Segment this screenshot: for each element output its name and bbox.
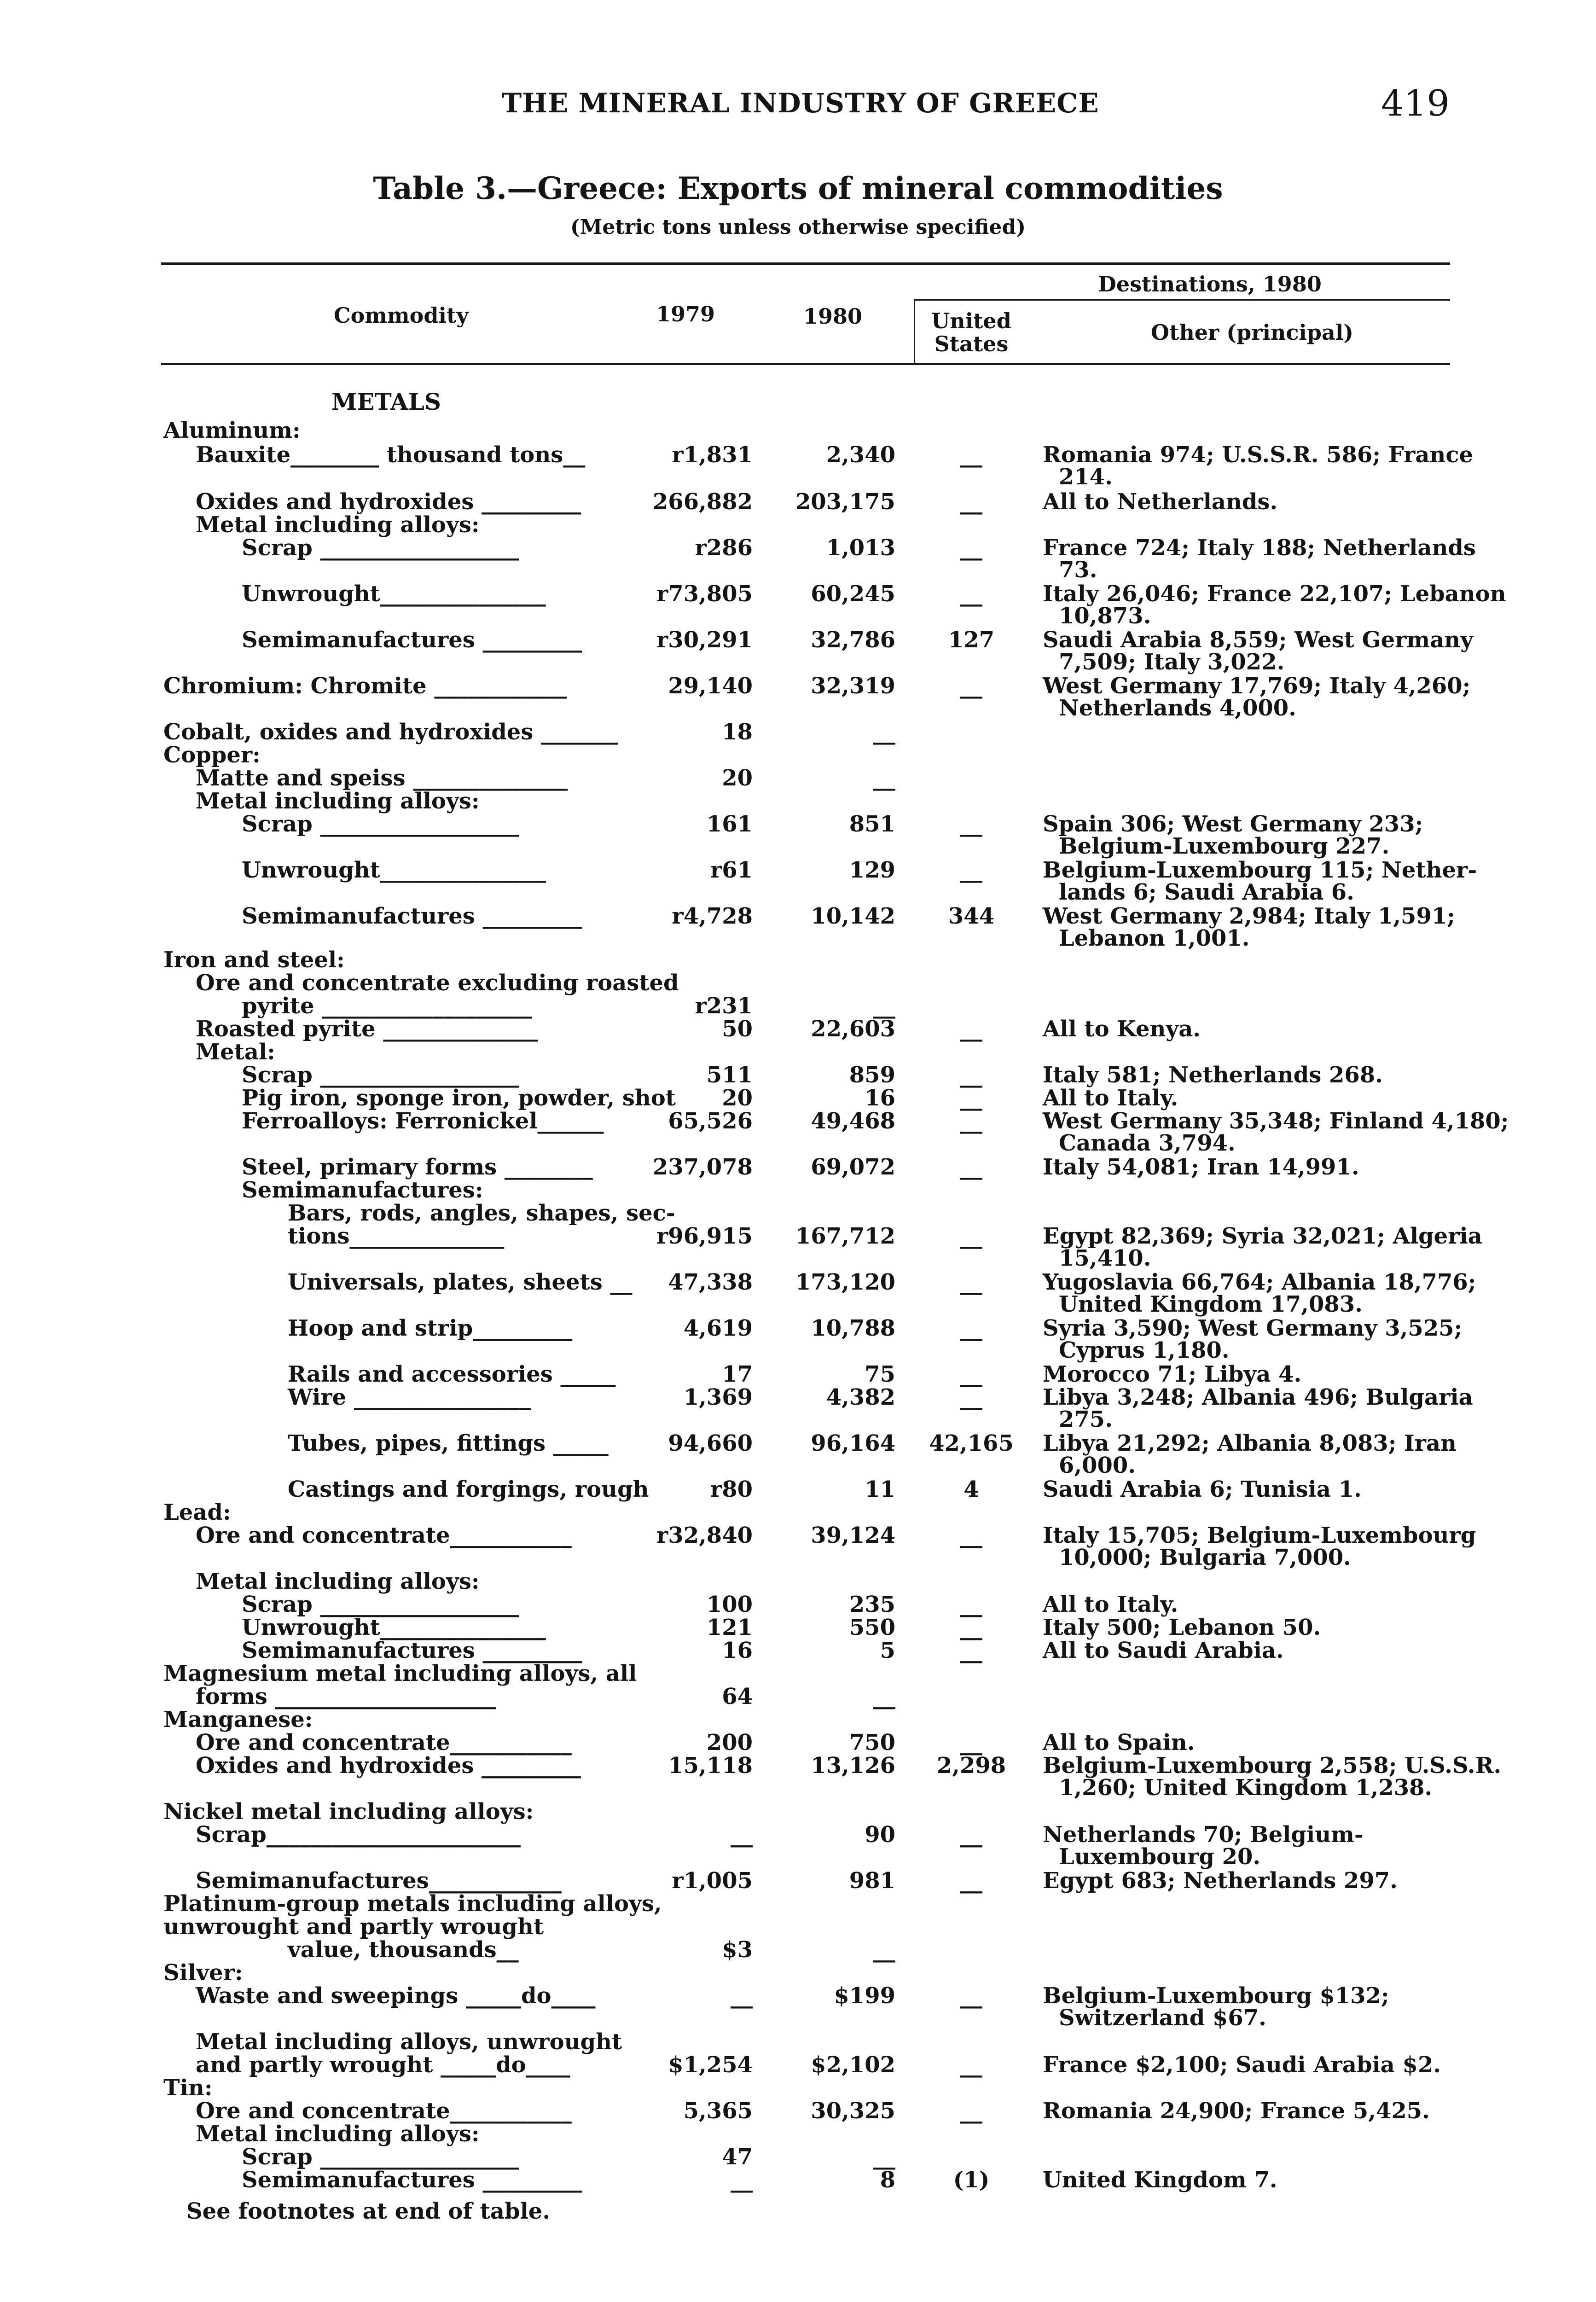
other-destinations-continuation: 15,410. bbox=[1059, 1245, 1151, 1271]
united-states-cell: __ bbox=[960, 489, 982, 515]
commodity-cell: Unwrought_______________ bbox=[242, 581, 546, 607]
value-1980-cell: 60,245 bbox=[811, 581, 895, 607]
table-row bbox=[0, 1522, 1596, 1570]
commodity-cell: Copper: bbox=[163, 742, 261, 768]
other-destinations-cell: Belgium-Luxembourg 115; Nether- bbox=[1043, 857, 1477, 883]
united-states-cell: __ bbox=[960, 1592, 982, 1617]
other-destinations-continuation: Luxembourg 20. bbox=[1059, 1844, 1261, 1870]
other-destinations-cell: All to Italy. bbox=[1043, 1085, 1178, 1111]
footnote-reference: See footnotes at end of table. bbox=[186, 2198, 551, 2224]
value-1979-cell: 511 bbox=[706, 1062, 753, 1088]
other-destinations-continuation: 1,260; United Kingdom 1,238. bbox=[1059, 1775, 1433, 1801]
value-1980-cell: __ bbox=[873, 993, 895, 1019]
commodity-cell: Aluminum: bbox=[163, 418, 301, 443]
commodity-cell: Chromium: Chromite ____________ bbox=[163, 673, 567, 699]
commodity-cell: Semimanufactures _________ bbox=[242, 903, 582, 929]
other-destinations-continuation: Cyprus 1,180. bbox=[1059, 1337, 1230, 1363]
value-1979-cell: r80 bbox=[710, 1477, 753, 1502]
value-1980-cell: __ bbox=[873, 1937, 895, 1963]
value-1979-cell: 121 bbox=[706, 1615, 753, 1640]
other-destinations-continuation: Canada 3,794. bbox=[1059, 1130, 1236, 1156]
value-1979-cell: r286 bbox=[695, 535, 753, 561]
united-states-cell: __ bbox=[960, 1384, 982, 1410]
commodity-cell: Pig iron, sponge iron, powder, shot bbox=[242, 1085, 676, 1111]
united-states-cell: __ bbox=[960, 535, 982, 561]
commodity-cell: Bars, rods, angles, shapes, sec- bbox=[288, 1200, 675, 1226]
value-1979-cell: r1,831 bbox=[672, 442, 753, 468]
table-row bbox=[0, 856, 1596, 905]
united-states-cell: __ bbox=[960, 1523, 982, 1548]
united-states-cell: 344 bbox=[948, 903, 995, 929]
table-row bbox=[0, 1222, 1596, 1271]
commodity-cell: Hoop and strip_________ bbox=[288, 1315, 573, 1341]
other-destinations-continuation: Netherlands 4,000. bbox=[1059, 695, 1296, 721]
united-states-cell: __ bbox=[960, 1085, 982, 1111]
header-bottom-rule bbox=[161, 363, 1450, 365]
commodity-cell: Ferroalloys: Ferronickel______ bbox=[242, 1108, 604, 1134]
other-destinations-cell: Belgium-Luxembourg 2,558; U.S.S.R. bbox=[1043, 1753, 1502, 1779]
united-states-cell: 127 bbox=[948, 627, 995, 653]
value-1980-cell: 32,786 bbox=[811, 627, 895, 653]
united-states-cell: __ bbox=[960, 1062, 982, 1088]
united-states-cell: __ bbox=[960, 673, 982, 699]
value-1979-cell: $1,254 bbox=[668, 2052, 753, 2078]
other-destinations-cell: Belgium-Luxembourg $132; bbox=[1043, 1983, 1389, 2009]
commodity-cell: Semimanufactures _________ bbox=[242, 627, 582, 653]
other-destinations-cell: Italy 54,081; Iran 14,991. bbox=[1043, 1154, 1359, 1180]
column-header-us-line1: United bbox=[931, 308, 1011, 333]
other-destinations-cell: West Germany 2,984; Italy 1,591; bbox=[1043, 903, 1455, 929]
value-1980-cell: 22,603 bbox=[811, 1016, 895, 1042]
table-subtitle: (Metric tons unless otherwise specified) bbox=[570, 215, 1026, 239]
value-1980-cell: 203,175 bbox=[795, 489, 895, 515]
commodity-cell: Waste and sweepings _____do____ bbox=[196, 1983, 596, 2009]
commodity-cell: Cobalt, oxides and hydroxides _______ bbox=[163, 719, 619, 745]
commodity-cell: Universals, plates, sheets __ bbox=[288, 1269, 633, 1295]
value-1980-cell: 981 bbox=[849, 1868, 895, 1894]
commodity-cell: Roasted pyrite ______________ bbox=[196, 1016, 538, 1042]
value-1980-cell: 2,340 bbox=[826, 442, 895, 468]
commodity-cell: Semimanufactures____________ bbox=[196, 1868, 562, 1894]
other-destinations-continuation: 6,000. bbox=[1059, 1453, 1136, 1478]
united-states-cell: (1) bbox=[953, 2167, 990, 2193]
united-states-cell: __ bbox=[960, 1638, 982, 1663]
table-top-rule bbox=[161, 262, 1450, 265]
commodity-cell: Bauxite________ thousand tons__ bbox=[196, 442, 586, 468]
commodity-cell: Scrap __________________ bbox=[242, 2144, 519, 2170]
united-states-cell: 2,298 bbox=[936, 1753, 1006, 1779]
united-states-cell: __ bbox=[960, 1154, 982, 1180]
value-1979-cell: r96,915 bbox=[656, 1223, 753, 1249]
running-title: THE MINERAL INDUSTRY OF GREECE bbox=[502, 87, 1099, 119]
table-title: Table 3.—Greece: Exports of mineral commodities bbox=[373, 170, 1223, 206]
other-destinations-continuation: lands 6; Saudi Arabia 6. bbox=[1059, 879, 1354, 905]
commodity-cell: Tin: bbox=[163, 2075, 213, 2101]
united-states-cell: __ bbox=[960, 1016, 982, 1042]
other-destinations-cell: Libya 3,248; Albania 496; Bulgaria bbox=[1043, 1384, 1473, 1410]
commodity-cell: Semimanufactures: bbox=[242, 1177, 483, 1203]
commodity-cell: Oxides and hydroxides _________ bbox=[196, 489, 581, 515]
commodity-cell: unwrought and partly wrought bbox=[163, 1914, 544, 1940]
value-1979-cell: 47,338 bbox=[668, 1269, 753, 1295]
value-1980-cell: 10,142 bbox=[811, 903, 895, 929]
table-row bbox=[0, 1430, 1596, 1478]
value-1980-cell: 39,124 bbox=[811, 1523, 895, 1548]
commodity-cell: Matte and speiss ______________ bbox=[196, 765, 568, 791]
other-destinations-cell: Syria 3,590; West Germany 3,525; bbox=[1043, 1315, 1463, 1341]
value-1980-cell: 49,468 bbox=[811, 1108, 895, 1134]
commodity-cell: Scrap __________________ bbox=[242, 1062, 519, 1088]
value-1979-cell: 64 bbox=[722, 1684, 753, 1709]
other-destinations-cell: Italy 15,705; Belgium-Luxembourg bbox=[1043, 1523, 1476, 1548]
value-1980-cell: 173,120 bbox=[795, 1269, 895, 1295]
other-destinations-cell: All to Spain. bbox=[1043, 1730, 1195, 1756]
other-destinations-cell: West Germany 17,769; Italy 4,260; bbox=[1043, 673, 1471, 699]
column-header-1979: 1979 bbox=[656, 302, 715, 326]
value-1980-cell: __ bbox=[873, 1684, 895, 1709]
page-number: 419 bbox=[1381, 83, 1450, 124]
commodity-cell: Scrap_______________________ bbox=[196, 1822, 521, 1848]
value-1980-cell: 4,382 bbox=[826, 1384, 895, 1410]
commodity-cell: Unwrought_______________ bbox=[242, 1615, 546, 1640]
other-destinations-cell: Libya 21,292; Albania 8,083; Iran bbox=[1043, 1430, 1457, 1456]
other-destinations-cell: All to Kenya. bbox=[1043, 1016, 1201, 1042]
united-states-cell: __ bbox=[960, 1615, 982, 1640]
value-1979-cell: 16 bbox=[722, 1638, 753, 1663]
commodity-cell: Scrap __________________ bbox=[242, 811, 519, 837]
column-header-destinations: Destinations, 1980 bbox=[1098, 272, 1322, 296]
other-destinations-continuation: 73. bbox=[1059, 557, 1097, 583]
value-1979-cell: __ bbox=[731, 1822, 753, 1848]
other-destinations-cell: Egypt 683; Netherlands 297. bbox=[1043, 1868, 1398, 1894]
value-1979-cell: r73,805 bbox=[656, 581, 753, 607]
commodity-cell: Platinum-group metals including alloys, bbox=[163, 1891, 662, 1917]
commodity-cell: Ore and concentrate___________ bbox=[196, 1523, 572, 1548]
value-1979-cell: 94,660 bbox=[668, 1430, 753, 1456]
value-1980-cell: __ bbox=[873, 2144, 895, 2170]
commodity-cell: Metal including alloys: bbox=[196, 1569, 480, 1594]
other-destinations-cell: Italy 500; Lebanon 50. bbox=[1043, 1615, 1321, 1640]
other-destinations-cell: France $2,100; Saudi Arabia $2. bbox=[1043, 2052, 1441, 2078]
other-destinations-cell: Romania 974; U.S.S.R. 586; France bbox=[1043, 442, 1474, 468]
other-destinations-continuation: Belgium-Luxembourg 227. bbox=[1059, 833, 1390, 859]
value-1980-cell: 8 bbox=[880, 2167, 895, 2193]
value-1979-cell: 237,078 bbox=[652, 1154, 753, 1180]
value-1980-cell: 1,013 bbox=[826, 535, 895, 561]
table-row bbox=[0, 626, 1596, 675]
other-destinations-cell: Spain 306; West Germany 233; bbox=[1043, 811, 1423, 837]
united-states-cell: 42,165 bbox=[929, 1430, 1014, 1456]
value-1980-cell: 32,319 bbox=[811, 673, 895, 699]
commodity-cell: Metal including alloys: bbox=[196, 788, 480, 814]
value-1979-cell: 5,365 bbox=[683, 2098, 753, 2124]
value-1980-cell: 96,164 bbox=[811, 1430, 895, 1456]
united-states-cell: __ bbox=[960, 442, 982, 468]
other-destinations-continuation: 10,000; Bulgaria 7,000. bbox=[1059, 1545, 1351, 1570]
table-row bbox=[0, 1384, 1596, 1432]
column-header-commodity: Commodity bbox=[334, 303, 469, 328]
value-1979-cell: 29,140 bbox=[668, 673, 753, 699]
other-destinations-continuation: Switzerland $67. bbox=[1059, 2005, 1266, 2031]
value-1980-cell: $2,102 bbox=[811, 2052, 895, 2078]
united-states-cell: __ bbox=[960, 1730, 982, 1756]
united-states-cell: __ bbox=[960, 1361, 982, 1387]
united-states-cell: 4 bbox=[963, 1477, 979, 1502]
other-destinations-continuation: 7,509; Italy 3,022. bbox=[1059, 649, 1285, 675]
other-destinations-cell: Italy 581; Netherlands 268. bbox=[1043, 1062, 1383, 1088]
table-row bbox=[0, 1314, 1596, 1363]
value-1980-cell: 69,072 bbox=[811, 1154, 895, 1180]
united-states-cell: __ bbox=[960, 581, 982, 607]
united-states-cell: __ bbox=[960, 1269, 982, 1295]
commodity-cell: Steel, primary forms ________ bbox=[242, 1154, 593, 1180]
commodity-cell: Silver: bbox=[163, 1960, 243, 1986]
commodity-cell: forms ____________________ bbox=[196, 1684, 496, 1709]
other-destinations-continuation: 10,873. bbox=[1059, 603, 1151, 629]
commodity-cell: tions______________ bbox=[288, 1223, 505, 1249]
value-1980-cell: 851 bbox=[849, 811, 895, 837]
table-row bbox=[0, 672, 1596, 721]
commodity-cell: Scrap __________________ bbox=[242, 1592, 519, 1617]
commodity-cell: Oxides and hydroxides _________ bbox=[196, 1753, 581, 1779]
table-row bbox=[0, 1268, 1596, 1317]
table-row bbox=[0, 534, 1596, 583]
commodity-cell: Lead: bbox=[163, 1500, 231, 1525]
value-1979-cell: 20 bbox=[722, 1085, 753, 1111]
value-1980-cell: 75 bbox=[865, 1361, 895, 1387]
commodity-cell: Ore and concentrate___________ bbox=[196, 2098, 572, 2124]
other-destinations-continuation: United Kingdom 17,083. bbox=[1059, 1291, 1363, 1317]
other-destinations-cell: Saudi Arabia 8,559; West Germany bbox=[1043, 627, 1474, 653]
other-destinations-cell: All to Italy. bbox=[1043, 1592, 1178, 1617]
other-destinations-cell: United Kingdom 7. bbox=[1043, 2167, 1277, 2193]
value-1979-cell: 100 bbox=[706, 1592, 753, 1617]
column-header-us-line2: States bbox=[934, 331, 1009, 356]
column-header-other: Other (principal) bbox=[1151, 320, 1354, 345]
other-destinations-cell: Saudi Arabia 6; Tunisia 1. bbox=[1043, 1477, 1362, 1502]
value-1979-cell: $3 bbox=[722, 1937, 753, 1963]
commodity-cell: pyrite ___________________ bbox=[242, 993, 532, 1019]
value-1979-cell: 1,369 bbox=[683, 1384, 753, 1410]
value-1980-cell: 30,325 bbox=[811, 2098, 895, 2124]
united-states-cell: __ bbox=[960, 1315, 982, 1341]
commodity-cell: Unwrought_______________ bbox=[242, 857, 546, 883]
other-destinations-continuation: Lebanon 1,001. bbox=[1059, 925, 1250, 951]
other-destinations-cell: West Germany 35,348; Finland 4,180; bbox=[1043, 1108, 1509, 1134]
table-row bbox=[0, 1107, 1596, 1156]
value-1979-cell: 17 bbox=[722, 1361, 753, 1387]
table-row bbox=[0, 417, 1596, 444]
value-1980-cell: $199 bbox=[834, 1983, 895, 2009]
other-destinations-cell: Morocco 71; Libya 4. bbox=[1043, 1361, 1302, 1387]
value-1979-cell: 200 bbox=[706, 1730, 753, 1756]
commodity-cell: Metal including alloys, unwrought bbox=[196, 2029, 622, 2055]
commodity-cell: Metal: bbox=[196, 1039, 275, 1065]
united-states-cell: __ bbox=[960, 1108, 982, 1134]
value-1979-cell: __ bbox=[731, 2167, 753, 2193]
value-1979-cell: r1,005 bbox=[672, 1868, 753, 1894]
value-1979-cell: r32,840 bbox=[656, 1523, 753, 1548]
value-1979-cell: r61 bbox=[710, 857, 753, 883]
table-row bbox=[0, 1752, 1596, 1801]
table-row bbox=[0, 810, 1596, 859]
table-row bbox=[0, 1821, 1596, 1870]
united-states-cell: __ bbox=[960, 811, 982, 837]
united-states-cell: __ bbox=[960, 1822, 982, 1848]
value-1980-cell: 5 bbox=[880, 1638, 895, 1663]
value-1980-cell: __ bbox=[873, 719, 895, 745]
value-1980-cell: 11 bbox=[865, 1477, 895, 1502]
united-states-cell: __ bbox=[960, 2052, 982, 2078]
commodity-cell: Ore and concentrate___________ bbox=[196, 1730, 572, 1756]
united-states-cell: __ bbox=[960, 1223, 982, 1249]
other-destinations-cell: All to Saudi Arabia. bbox=[1043, 1638, 1284, 1663]
other-destinations-continuation: 214. bbox=[1059, 464, 1113, 490]
table-row bbox=[0, 1982, 1596, 2031]
other-destinations-cell: Romania 24,900; France 5,425. bbox=[1043, 2098, 1430, 2124]
commodity-cell: Ore and concentrate excluding roasted bbox=[196, 970, 679, 996]
commodity-cell: Tubes, pipes, fittings _____ bbox=[288, 1430, 609, 1456]
table-row bbox=[0, 902, 1596, 951]
commodity-cell: Castings and forgings, rough bbox=[288, 1477, 649, 1502]
value-1979-cell: 47 bbox=[722, 2144, 753, 2170]
other-destinations-cell: France 724; Italy 188; Netherlands bbox=[1043, 535, 1476, 561]
other-destinations-cell: All to Netherlands. bbox=[1043, 489, 1278, 515]
commodity-cell: Magnesium metal including alloys, all bbox=[163, 1661, 637, 1686]
value-1980-cell: 235 bbox=[849, 1592, 895, 1617]
commodity-cell: Wire ________________ bbox=[288, 1384, 531, 1410]
table-row bbox=[0, 441, 1596, 490]
commodity-cell: Rails and accessories _____ bbox=[288, 1361, 616, 1387]
other-destinations-continuation: 275. bbox=[1059, 1407, 1113, 1432]
other-destinations-cell: Egypt 82,369; Syria 32,021; Algeria bbox=[1043, 1223, 1482, 1249]
table-row bbox=[0, 2166, 1596, 2194]
value-1979-cell: 4,619 bbox=[683, 1315, 753, 1341]
value-1980-cell: 167,712 bbox=[795, 1223, 895, 1249]
commodity-cell: Iron and steel: bbox=[163, 947, 345, 973]
united-states-cell: __ bbox=[960, 2098, 982, 2124]
value-1979-cell: r30,291 bbox=[656, 627, 753, 653]
commodity-cell: Metal including alloys: bbox=[196, 2121, 480, 2147]
value-1980-cell: 90 bbox=[865, 1822, 895, 1848]
destinations-rule bbox=[914, 299, 1450, 301]
value-1980-cell: 129 bbox=[849, 857, 895, 883]
united-states-cell: __ bbox=[960, 857, 982, 883]
united-states-cell: __ bbox=[960, 1868, 982, 1894]
value-1980-cell: 13,126 bbox=[811, 1753, 895, 1779]
other-destinations-cell: Netherlands 70; Belgium- bbox=[1043, 1822, 1364, 1848]
value-1980-cell: 859 bbox=[849, 1062, 895, 1088]
value-1979-cell: 50 bbox=[722, 1016, 753, 1042]
value-1980-cell: __ bbox=[873, 765, 895, 791]
commodity-cell: Nickel metal including alloys: bbox=[163, 1799, 534, 1825]
us-column-divider bbox=[914, 299, 915, 364]
value-1979-cell: 65,526 bbox=[668, 1108, 753, 1134]
value-1979-cell: 20 bbox=[722, 765, 753, 791]
value-1980-cell: 550 bbox=[849, 1615, 895, 1640]
united-states-cell: __ bbox=[960, 1983, 982, 2009]
column-header-1980: 1980 bbox=[803, 304, 863, 329]
commodity-cell: Manganese: bbox=[163, 1707, 313, 1732]
table-row bbox=[0, 580, 1596, 629]
value-1979-cell: 266,882 bbox=[652, 489, 753, 515]
value-1980-cell: 750 bbox=[849, 1730, 895, 1756]
commodity-cell: Semimanufactures _________ bbox=[242, 2167, 582, 2193]
other-destinations-cell: Italy 26,046; France 22,107; Lebanon bbox=[1043, 581, 1506, 607]
commodity-cell: Scrap __________________ bbox=[242, 535, 519, 561]
value-1979-cell: 161 bbox=[706, 811, 753, 837]
value-1979-cell: r4,728 bbox=[672, 903, 753, 929]
value-1980-cell: 16 bbox=[865, 1085, 895, 1111]
value-1980-cell: 10,788 bbox=[811, 1315, 895, 1341]
value-1979-cell: 15,118 bbox=[668, 1753, 753, 1779]
commodity-cell: and partly wrought _____do____ bbox=[196, 2052, 570, 2078]
value-1979-cell: r231 bbox=[695, 993, 753, 1019]
value-1979-cell: __ bbox=[731, 1983, 753, 2009]
commodity-cell: Metal including alloys: bbox=[196, 512, 480, 538]
commodity-cell: value, thousands__ bbox=[288, 1937, 519, 1963]
section-label-metals: METALS bbox=[331, 388, 441, 415]
other-destinations-cell: Yugoslavia 66,764; Albania 18,776; bbox=[1043, 1269, 1476, 1295]
commodity-cell: Semimanufactures _________ bbox=[242, 1638, 582, 1663]
value-1979-cell: 18 bbox=[722, 719, 753, 745]
